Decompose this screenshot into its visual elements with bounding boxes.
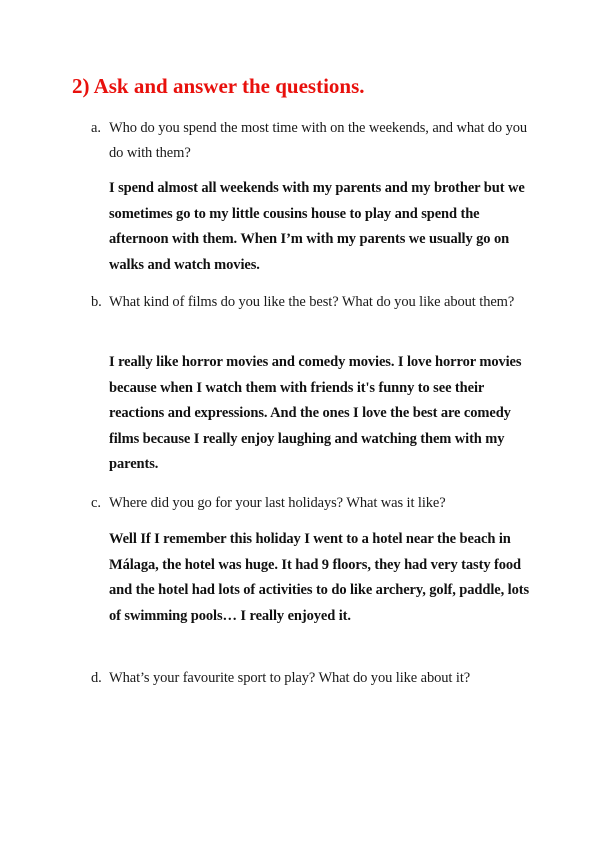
question-letter: b. xyxy=(91,294,102,310)
question-d xyxy=(91,666,531,691)
question-text: What’s your favourite sport to play? What do you like about it? xyxy=(109,670,471,686)
section-heading: 2) Ask and answer the questions. xyxy=(72,74,365,98)
question-c xyxy=(91,491,531,516)
question-b xyxy=(91,290,531,315)
answer-c: Well If I remember this holiday I went to a hotel near the beach in Málaga, the hotel was huge. It had 9 floors, they had very tasty food and the hotel had lots of activities to do like archery, golf, paddle, lots of swimming pools… I really enjoyed it. xyxy=(109,531,529,624)
answer-b: I really like horror movies and comedy movies. I love horror movies because when I watch them with friends it's funny to see their reactions and expressions. And the ones I love the best are comedy films because I really enjoy laughing and watching them with my parents. xyxy=(109,354,522,472)
question-text: What kind of films do you like the best? What do you like about them? xyxy=(109,294,515,310)
answer-a: I spend almost all weekends with my parents and my brother but we sometimes go to my little cousins house to play and spend the afternoon with them. When I’m with my parents we usually go on walks and watch movies. xyxy=(109,180,525,273)
question-letter: d. xyxy=(91,670,102,686)
question-letter: a. xyxy=(91,120,101,136)
question-a xyxy=(91,116,531,166)
question-text: Where did you go for your last holidays? What was it like? xyxy=(109,495,446,511)
question-text: Who do you spend the most time with on the weekends, and what do you do with them? xyxy=(109,120,528,161)
question-letter: c. xyxy=(91,495,101,511)
